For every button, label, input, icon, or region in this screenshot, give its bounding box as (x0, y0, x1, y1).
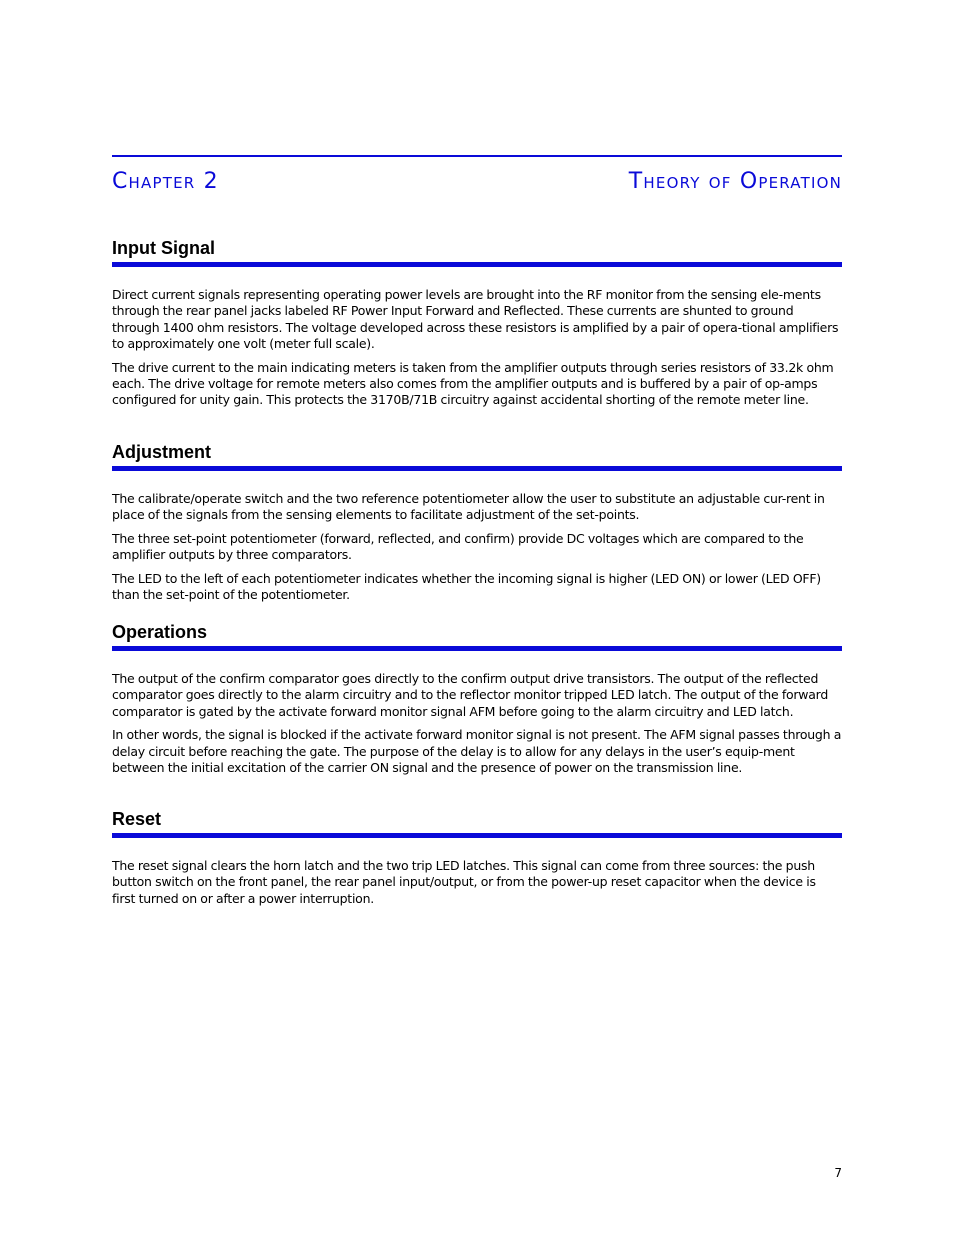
page-number: 7 (834, 1166, 842, 1180)
section-heading: Reset (112, 809, 162, 829)
chapter-header (112, 166, 842, 196)
chapter-title: Theory of Operation (628, 168, 842, 194)
paragraph: The output of the confirm comparator goes directly to the confirm output drive transistors. The output of the reflected comparator goes directly to the alarm circuitry and to the reflector monitor tripped LED latch. The output of the forward comparator is gated by the activate forward monitor signal AFM before going to the alarm circuitry and LED latch. (112, 671, 829, 719)
paragraph: The calibrate/operate switch and the two reference potentiometer allow the user to substitute an adjustable cur-rent in place of the signals from the sensing elements to facilitate adjustment of the set-points. (112, 491, 825, 523)
paragraph: The three set-point potentiometer (forward, reflected, and confirm) provide DC voltages which are compared to the amplifier outputs by three comparators. (112, 530, 804, 563)
paragraph: The reset signal clears the horn latch and the two trip LED latches. This signal can come from three sources: the push button switch on the front panel, the rear panel input/output, or from the power-up reset capacitor when the device is first turned on or after a power interruption. (112, 858, 816, 906)
section-heading: Operations (112, 622, 208, 642)
section-rule (112, 646, 842, 651)
paragraph: The LED to the left of each potentiometer indicates whether the incoming signal is higher (LED ON) or lower (LED OFF) than the set-point of the potentiometer. (112, 570, 821, 603)
section-operations (112, 620, 842, 776)
section-heading: Input Signal (112, 238, 215, 258)
document-page (112, 0, 842, 1235)
section-input-signal (112, 236, 842, 409)
section-adjustment (112, 440, 842, 603)
section-reset (112, 807, 842, 907)
paragraph: The drive current to the main indicating meters is taken from the amplifier outputs through series resistors of 33.2k ohm each. The drive voltage for remote meters also comes from the amplifier outputs and is buffered by a pair of op-amps configured for unity gain. This protects the 3170B/71B circuitry against accidental shorting of the remote meter line. (112, 359, 834, 408)
section-rule (112, 262, 842, 267)
chapter-top-rule (112, 155, 842, 157)
paragraph: In other words, the signal is blocked if the activate forward monitor signal is not present. The AFM signal passes through a delay circuit before reaching the gate. The purpose of the delay is to allow for any delays in the user’s equip-ment between the initial excitation of the carrier ON signal and the presence of power on the transmission line. (112, 727, 842, 776)
chapter-label: Chapter 2 (112, 168, 219, 194)
section-rule (112, 833, 842, 838)
section-heading: Adjustment (112, 442, 211, 462)
section-rule (112, 466, 842, 471)
paragraph: Direct current signals representing operating power levels are brought into the RF monitor from the sensing ele-ments through the rear panel jacks labeled RF Power Input Forward and Reflected. These currents are shunted to ground through 1400 ohm resistors. The voltage developed across these resistors is amplified by a pair of opera-tional amplifiers to approximately one volt (meter full scale). (112, 287, 839, 352)
